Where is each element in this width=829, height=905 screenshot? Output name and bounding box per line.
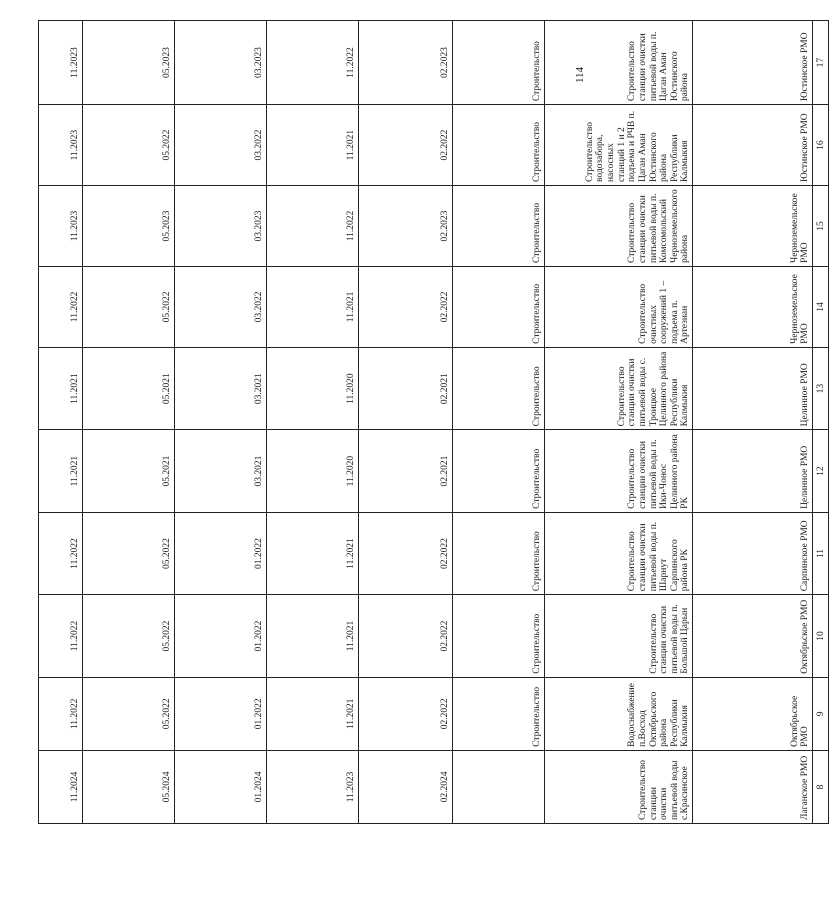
cell-municipality: Целинное РМО bbox=[693, 430, 813, 512]
cell-c5: 11.2022 bbox=[39, 266, 83, 347]
cell-c1: 02.2024 bbox=[359, 750, 453, 823]
cell-c3: 01.2022 bbox=[175, 677, 267, 750]
cell-c2: 11.2023 bbox=[267, 750, 359, 823]
spacer-cell bbox=[175, 824, 267, 850]
cell-type: Строительство bbox=[453, 347, 545, 429]
cell-description: Водоснабжение п.Восход Октябрьского района Республики Калмыкия bbox=[545, 677, 693, 750]
cell-description: Строительство станции очистки питьевой воды с.Красинское bbox=[545, 750, 693, 823]
cell-c5: 11.2023 bbox=[39, 186, 83, 267]
cell-num: 10 bbox=[813, 595, 829, 677]
cell-c4: 05.2022 bbox=[83, 677, 175, 750]
table-field-row-c4 bbox=[83, 21, 175, 851]
cell-description: Строительство станции очистки питьевой воды с. Троицкое Целинного района Республики Калмыкия bbox=[545, 347, 693, 429]
cell-c1: 02.2022 bbox=[359, 595, 453, 677]
cell-c2: 11.2022 bbox=[267, 186, 359, 267]
cell-c2: 11.2021 bbox=[267, 677, 359, 750]
cell-c5: 11.2023 bbox=[39, 21, 83, 105]
cell-type: Строительство bbox=[453, 105, 545, 186]
cell-c3: 03.2023 bbox=[175, 21, 267, 105]
table-field-row-c5 bbox=[39, 21, 83, 851]
cell-municipality: Сарпинское РМО bbox=[693, 512, 813, 594]
cell-c5: 11.2021 bbox=[39, 347, 83, 429]
cell-c2: 11.2021 bbox=[267, 512, 359, 594]
cell-c4: 05.2021 bbox=[83, 347, 175, 429]
cell-c1: 02.2023 bbox=[359, 186, 453, 267]
table-field-row-c1 bbox=[359, 21, 453, 851]
cell-description: Строительство станции очистки питьевой воды п. Ики-Чонос Целинного района РК bbox=[545, 430, 693, 512]
cell-c1: 02.2021 bbox=[359, 430, 453, 512]
cell-c2: 11.2021 bbox=[267, 595, 359, 677]
spacer-cell bbox=[83, 824, 175, 850]
spacer-cell bbox=[813, 824, 829, 850]
cell-c3: 01.2022 bbox=[175, 595, 267, 677]
cell-c1: 02.2021 bbox=[359, 347, 453, 429]
cell-c3: 03.2021 bbox=[175, 430, 267, 512]
cell-municipality: Октябрьское РМО bbox=[693, 595, 813, 677]
cell-municipality: Целинное РМО bbox=[693, 347, 813, 429]
cell-municipality: Черноземельское РМО bbox=[693, 186, 813, 267]
cell-c5: 11.2023 bbox=[39, 105, 83, 186]
spacer-cell bbox=[359, 824, 453, 850]
cell-num: 14 bbox=[813, 266, 829, 347]
cell-c5: 11.2024 bbox=[39, 750, 83, 823]
cell-num: 15 bbox=[813, 186, 829, 267]
cell-num: 16 bbox=[813, 105, 829, 186]
cell-c4: 05.2021 bbox=[83, 430, 175, 512]
cell-c2: 11.2020 bbox=[267, 430, 359, 512]
spacer-cell bbox=[693, 824, 813, 850]
cell-c3: 03.2021 bbox=[175, 347, 267, 429]
table-field-row-description bbox=[545, 21, 693, 851]
table-field-row-c3 bbox=[175, 21, 267, 851]
table-field-row-num bbox=[813, 21, 829, 851]
cell-num: 13 bbox=[813, 347, 829, 429]
cell-type: Строительство bbox=[453, 595, 545, 677]
cell-description: Строительство станции очистки питьевой воды п. Шарнут Сарпинского района РК bbox=[545, 512, 693, 594]
table-field-row-type bbox=[453, 21, 545, 851]
spacer-cell bbox=[545, 824, 693, 850]
cell-type: Строительство bbox=[453, 677, 545, 750]
cell-type: Строительство bbox=[453, 186, 545, 267]
table-field-row-c2 bbox=[267, 21, 359, 851]
cell-type: Строительство bbox=[453, 430, 545, 512]
cell-c2: 11.2021 bbox=[267, 266, 359, 347]
cell-c1: 02.2022 bbox=[359, 266, 453, 347]
cell-c4: 05.2023 bbox=[83, 21, 175, 105]
cell-c4: 05.2022 bbox=[83, 595, 175, 677]
cell-type: Строительство bbox=[453, 266, 545, 347]
cell-num: 11 bbox=[813, 512, 829, 594]
spacer-cell bbox=[39, 824, 83, 850]
cell-c5: 11.2022 bbox=[39, 512, 83, 594]
cell-c1: 02.2023 bbox=[359, 21, 453, 105]
cell-c4: 05.2022 bbox=[83, 512, 175, 594]
cell-num: 12 bbox=[813, 430, 829, 512]
cell-num: 17 bbox=[813, 21, 829, 105]
cell-c4: 05.2022 bbox=[83, 266, 175, 347]
cell-c4: 05.2024 bbox=[83, 750, 175, 823]
spacer-cell bbox=[267, 824, 359, 850]
cell-c3: 03.2023 bbox=[175, 186, 267, 267]
cell-c1: 02.2022 bbox=[359, 105, 453, 186]
cell-description: Строительство очистных сооружений 1 –подъема п. Артезиан bbox=[545, 266, 693, 347]
cell-c4: 05.2022 bbox=[83, 105, 175, 186]
spacer-cell bbox=[453, 824, 545, 850]
cell-municipality: Лаганское РМО bbox=[693, 750, 813, 823]
cell-municipality: Черноземельское РМО bbox=[693, 266, 813, 347]
projects-table bbox=[38, 20, 829, 850]
cell-c2: 11.2020 bbox=[267, 347, 359, 429]
cell-c3: 03.2022 bbox=[175, 105, 267, 186]
cell-description: Строительство станции очистки питьевой воды п. Комсомольский Черноземельского района bbox=[545, 186, 693, 267]
cell-description: Строительство станции очистки питьевой воды п. Большой Царын bbox=[545, 595, 693, 677]
cell-municipality: Юстинское РМО bbox=[693, 21, 813, 105]
cell-description: Строительство водозабора, насосных станций 1 и 2 подъема и РЧВ п. Цаган Аман Юстинского района Республики Калмыкия bbox=[545, 105, 693, 186]
cell-type bbox=[453, 750, 545, 823]
cell-description: Строительство станции очистки питьевой воды п. Цаган Аман Юстинского района bbox=[545, 21, 693, 105]
cell-type: Строительство bbox=[453, 512, 545, 594]
cell-c3: 03.2022 bbox=[175, 266, 267, 347]
cell-c1: 02.2022 bbox=[359, 677, 453, 750]
table-field-row-municipality bbox=[693, 21, 813, 851]
cell-municipality: Юстинское РМО bbox=[693, 105, 813, 186]
cell-num: 9 bbox=[813, 677, 829, 750]
cell-type: Строительство bbox=[453, 21, 545, 105]
cell-c5: 11.2021 bbox=[39, 430, 83, 512]
cell-c3: 01.2022 bbox=[175, 512, 267, 594]
cell-c3: 01.2024 bbox=[175, 750, 267, 823]
cell-municipality: Октябрьское РМО bbox=[693, 677, 813, 750]
cell-c4: 05.2023 bbox=[83, 186, 175, 267]
cell-num: 8 bbox=[813, 750, 829, 823]
cell-c5: 11.2022 bbox=[39, 677, 83, 750]
cell-c2: 11.2022 bbox=[267, 21, 359, 105]
cell-c5: 11.2022 bbox=[39, 595, 83, 677]
page-number: 114 bbox=[574, 66, 586, 84]
cell-c2: 11.2021 bbox=[267, 105, 359, 186]
cell-c1: 02.2022 bbox=[359, 512, 453, 594]
